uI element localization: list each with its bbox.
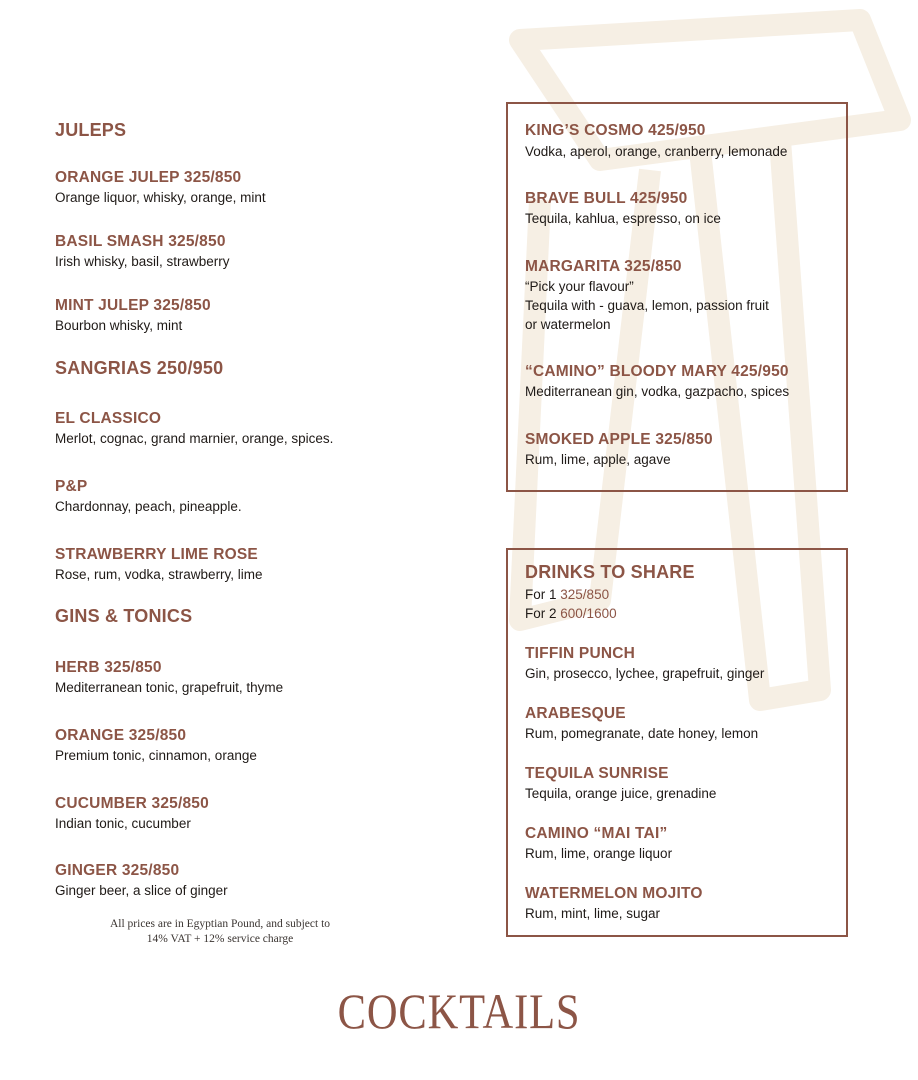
share-label: For 2: [525, 606, 557, 621]
menu-item-desc: Mediterranean gin, vodka, gazpacho, spices: [525, 384, 790, 399]
menu-item-title: ORANGE JULEP 325/850: [55, 169, 242, 186]
menu-item-desc: Premium tonic, cinnamon, orange: [55, 748, 257, 763]
menu-item-title: HERB 325/850: [55, 659, 162, 676]
menu-item-title: KING’S COSMO 425/950: [525, 122, 706, 139]
menu-item-desc: Orange liquor, whisky, orange, mint: [55, 190, 266, 205]
menu-item-title: BRAVE BULL 425/950: [525, 190, 688, 207]
menu-item-title: ARABESQUE: [525, 705, 626, 722]
menu-item-desc: Gin, prosecco, lychee, grapefruit, ginger: [525, 666, 765, 681]
menu-item-desc: Mediterranean tonic, grapefruit, thyme: [55, 680, 284, 695]
menu-item-desc: Rum, mint, lime, sugar: [525, 906, 661, 921]
footnote-line: 14% VAT + 12% service charge: [146, 933, 294, 945]
menu-item-desc: Chardonnay, peach, pineapple.: [55, 499, 242, 514]
price-footnote: [55, 917, 385, 947]
section-heading-juleps: JULEPS: [55, 120, 127, 140]
share-price: 600/1600: [560, 606, 617, 621]
share-price-row: [525, 587, 609, 602]
menu-item-desc: Rum, pomegranate, date honey, lemon: [525, 726, 759, 741]
menu-item-desc: Tequila with - guava, lemon, passion fruit: [525, 298, 769, 313]
menu-item-title: EL CLASSICO: [55, 410, 162, 427]
menu-item-title: TIFFIN PUNCH: [525, 645, 636, 662]
share-label: For 1: [525, 587, 557, 602]
menu-item-desc: Bourbon whisky, mint: [55, 318, 183, 333]
menu-item-desc: Tequila, kahlua, espresso, on ice: [525, 211, 721, 226]
menu-item-title: CAMINO “MAI TAI”: [525, 825, 668, 842]
menu-item-desc: Rum, lime, apple, agave: [525, 452, 671, 467]
menu-item-title: SMOKED APPLE 325/850: [525, 431, 713, 448]
share-price-row: [525, 606, 617, 621]
menu-item-title: GINGER 325/850: [55, 862, 180, 879]
menu-item-title: MINT JULEP 325/850: [55, 297, 211, 314]
menu-item-title: TEQUILA SUNRISE: [525, 765, 669, 782]
drinks-to-share-box: [506, 548, 848, 937]
menu-item-title: MARGARITA 325/850: [525, 258, 682, 275]
menu-item-title: P&P: [55, 478, 88, 495]
section-heading-gins: GINS & TONICS: [55, 606, 193, 626]
menu-item-title: WATERMELON MOJITO: [525, 885, 703, 902]
menu-item-title: CUCUMBER 325/850: [55, 795, 209, 812]
menu-item-desc: Indian tonic, cucumber: [55, 816, 191, 831]
footnote-line: All prices are in Egyptian Pound, and subject to: [109, 918, 331, 930]
section-heading-sangrias: SANGRIAS 250/950: [55, 358, 224, 378]
menu-item-title: ORANGE 325/850: [55, 727, 187, 744]
menu-item-desc: Merlot, cognac, grand marnier, orange, spices.: [55, 431, 334, 446]
menu-item-title: STRAWBERRY LIME ROSE: [55, 546, 258, 563]
menu-item-desc: or watermelon: [525, 317, 611, 332]
brand-title: COCKTAILS: [337, 983, 581, 1039]
menu-item-desc: Tequila, orange juice, grenadine: [525, 786, 717, 801]
menu-item-desc: Ginger beer, a slice of ginger: [55, 883, 228, 898]
menu-item-desc: Vodka, aperol, orange, cranberry, lemonade: [525, 144, 788, 159]
section-heading-share: DRINKS TO SHARE: [525, 562, 695, 582]
menu-item-title: “CAMINO” BLOODY MARY 425/950: [525, 363, 789, 380]
menu-item-desc: Irish whisky, basil, strawberry: [55, 254, 230, 269]
menu-item-desc: “Pick your flavour”: [525, 279, 634, 294]
menu-item-title: BASIL SMASH 325/850: [55, 233, 226, 250]
share-price: 325/850: [560, 587, 610, 602]
menu-item-desc: Rose, rum, vodka, strawberry, lime: [55, 567, 263, 582]
menu-item-desc: Rum, lime, orange liquor: [525, 846, 673, 861]
signature-cocktails-box: [506, 102, 848, 492]
